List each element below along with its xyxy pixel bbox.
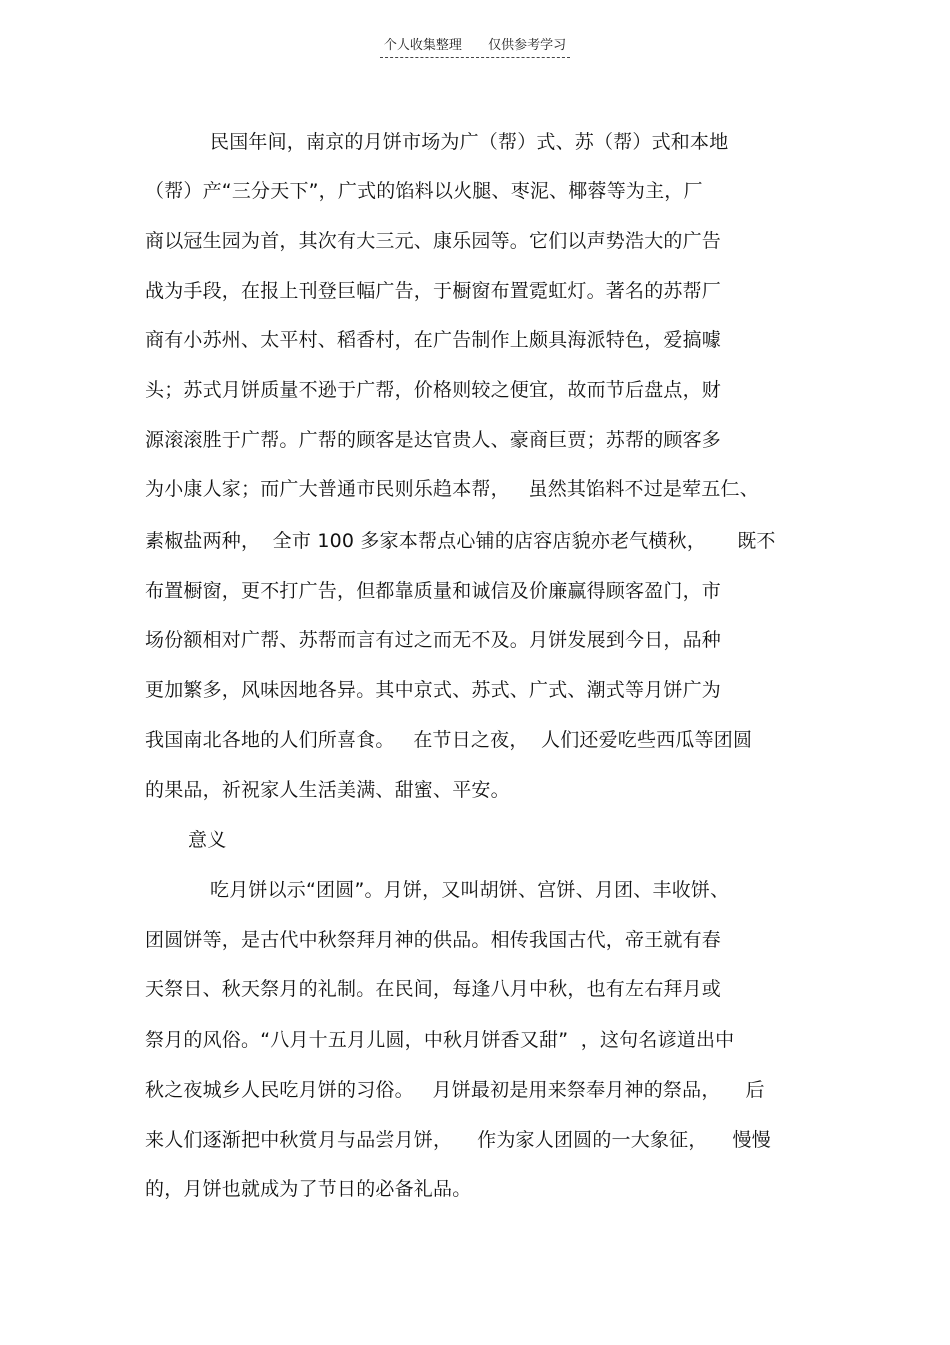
paragraph-2-line: 祭月的风俗。“八月十五月儿圆，中秋月饼香又甜” ，这句名谚道出中 (145, 1029, 735, 1051)
paragraph-1-line: 战为手段，在报上刊登巨幅广告，于橱窗布置霓虹灯。著名的苏帮厂 (145, 280, 722, 302)
paragraph-2-line: 来人们逐渐把中秋赏月与品尝月饼， 作为家人团圆的一大象征， 慢慢 (145, 1129, 771, 1151)
section-heading: 意义 (188, 829, 227, 851)
paragraph-1-line: 源滚滚胜于广帮。广帮的顾客是达官贵人、豪商巨贾；苏帮的顾客多 (145, 429, 722, 451)
paragraph-1-line: 头；苏式月饼质量不逊于广帮，价格则较之便宜，故而节后盘点，财 (145, 379, 722, 401)
header-text-group (380, 37, 570, 58)
paragraph-1-line: 民国年间，南京的月饼市场为广（帮）式、苏（帮）式和本地 (210, 131, 729, 153)
paragraph-1-line: 商以冠生园为首，其次有大三元、康乐园等。它们以声势浩大的广告 (145, 230, 722, 252)
paragraph-1-line: （帮）产“三分天下”，广式的馅料以火腿、枣泥、椰蓉等为主，厂 (145, 180, 703, 202)
paragraph-1-line: 我国南北各地的人们所喜食。 在节日之夜， 人们还爱吃些西瓜等团圆 (145, 729, 753, 751)
paragraph-1-line: 为小康人家；而广大普通市民则乐趋本帮， 虽然其馅料不过是荤五仁、 (145, 478, 759, 500)
paragraph-2-line: 的，月饼也就成为了节日的必备礼品。 (145, 1178, 472, 1200)
paragraph-1-line: 素椒盐两种， 全市 100 多家本帮点心铺的店容店貌亦老气横秋， 既不 (145, 530, 776, 552)
page-header (0, 37, 950, 58)
paragraph-2-line: 天祭日、秋天祭月的礼制。在民间，每逢八月中秋，也有左右拜月或 (145, 978, 722, 1000)
paragraph-1-line: 场份额相对广帮、苏帮而言有过之而无不及。月饼发展到今日，品种 (145, 629, 722, 651)
paragraph-2-line: 吃月饼以示“团圆”。月饼，又叫胡饼、宫饼、月团、丰收饼、 (210, 879, 730, 901)
paragraph-2-line: 秋之夜城乡人民吃月饼的习俗。 月饼最初是用来祭奉月神的祭品， 后 (145, 1079, 765, 1101)
paragraph-1-line: 更加繁多，风味因地各异。其中京式、苏式、广式、潮式等月饼广为 (145, 679, 722, 701)
paragraph-2-line: 团圆饼等，是古代中秋祭拜月神的供品。相传我国古代，帝王就有春 (145, 929, 722, 951)
paragraph-1-line: 商有小苏州、太平村、稻香村，在广告制作上颇具海派特色，爱搞噱 (145, 329, 722, 351)
header-right-text: 仅供参考学习 (488, 38, 567, 53)
paragraph-1-line: 的果品，祈祝家人生活美满、甜蜜、平安。 (145, 779, 510, 801)
header-left-text: 个人收集整理 (383, 38, 462, 53)
paragraph-1-line: 布置橱窗，更不打广告，但都靠质量和诚信及价廉赢得顾客盈门，市 (145, 580, 722, 602)
